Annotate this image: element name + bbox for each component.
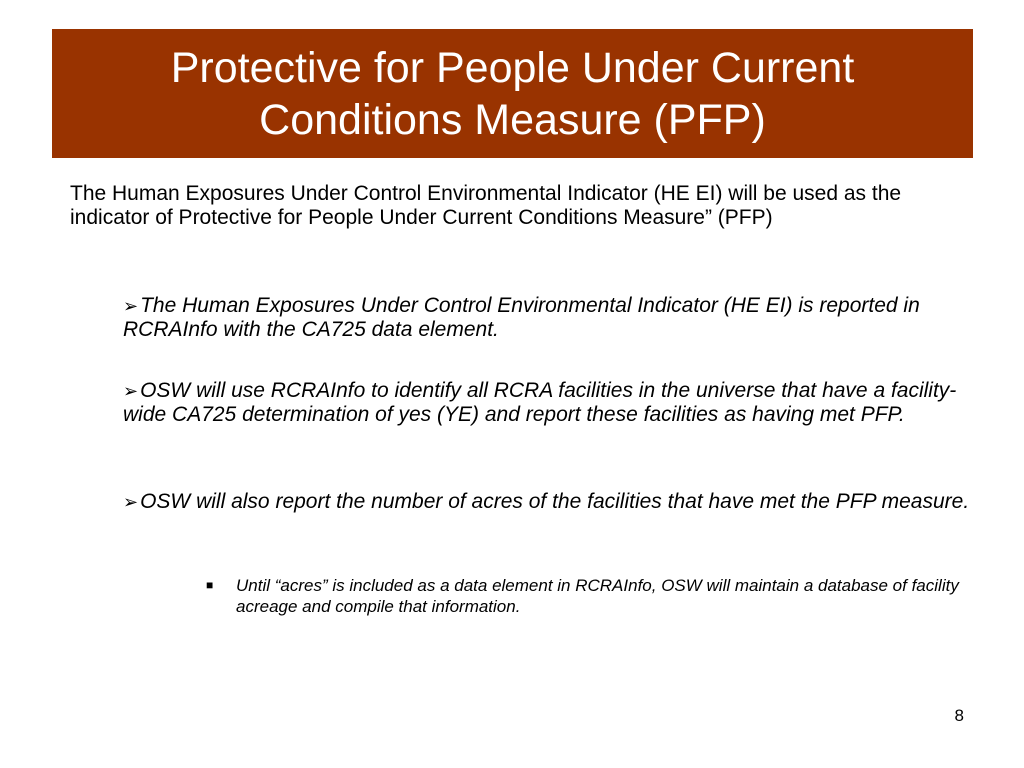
bullet-text: OSW will use RCRAInfo to identify all RCRA facilities in the universe that have a facility-wide CA725 determination of yes (YE) and report these facilities as having met PFP. [123,379,957,426]
bullet-text: OSW will also report the number of acres of the facilities that have met the PFP measure. [140,490,970,513]
arrow-bullet-icon: ➢ [123,381,139,401]
bullet-item [123,379,983,427]
arrow-bullet-icon: ➢ [123,296,139,316]
bullet-item [123,490,983,514]
sub-bullet-text: Until “acres” is included as a data element in RCRAInfo, OSW will maintain a database of facility acreage and compile that information. [236,576,959,616]
title-banner [52,29,973,158]
bullet-item [123,294,983,342]
slide-title: Protective for People Under Current Conditions Measure (PFP) [170,43,855,144]
intro-paragraph: The Human Exposures Under Control Environmental Indicator (HE EI) will be used as the indicator of Protective for People Under Current Conditions Measure” (PFP) [70,182,902,229]
sub-bullet-item [206,575,966,617]
page-number: 8 [954,706,964,725]
square-bullet-icon: ■ [206,578,214,592]
bullet-text: The Human Exposures Under Control Environmental Indicator (HE EI) is reported in RCRAInfo with the CA725 data element. [123,294,920,341]
arrow-bullet-icon: ➢ [123,492,139,512]
